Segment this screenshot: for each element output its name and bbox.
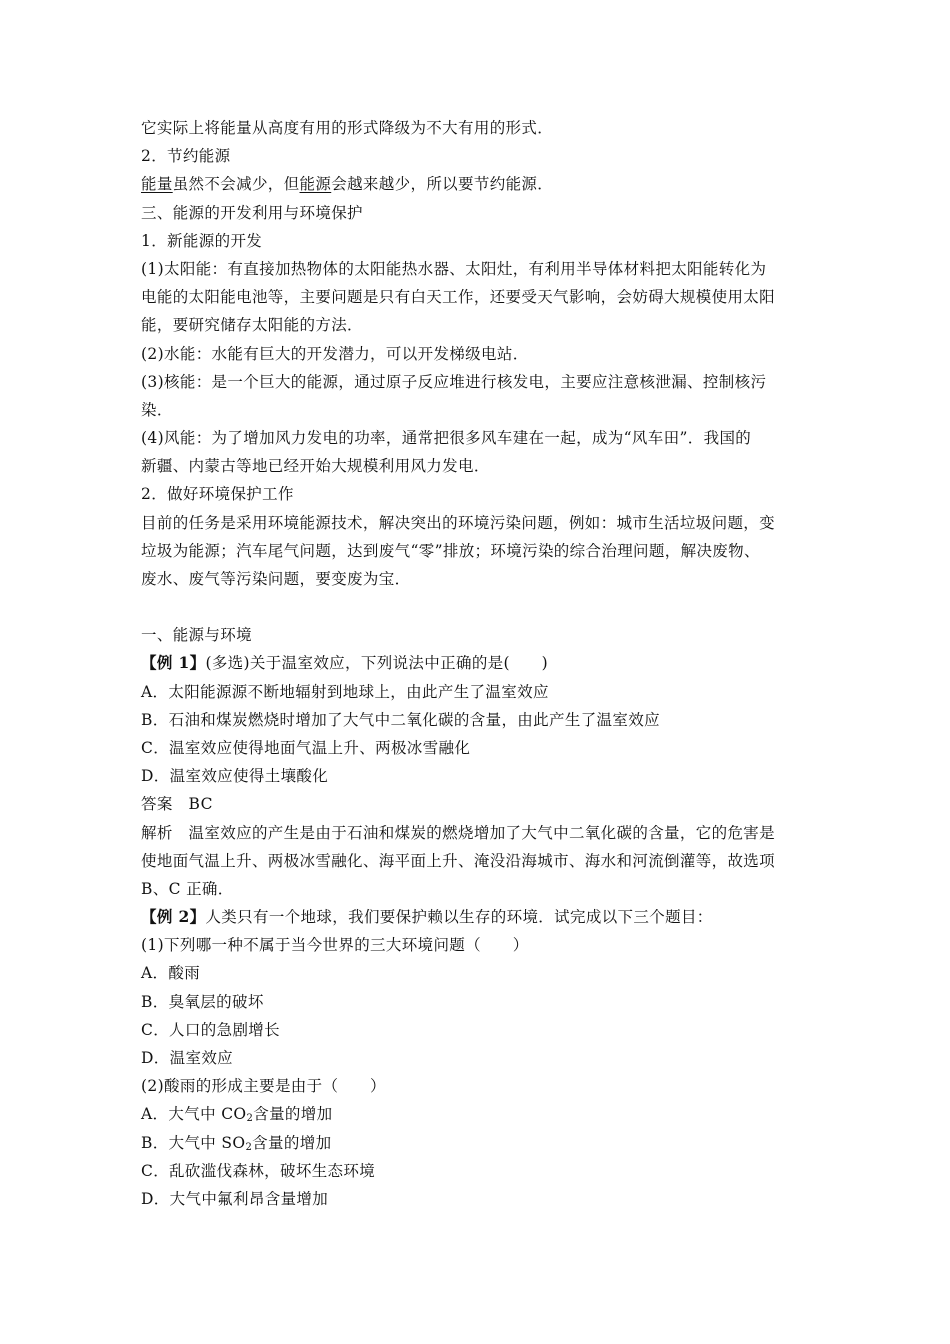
text-line: (1)太阳能：有直接加热物体的太阳能热水器、太阳灶，有利用半导体材料把太阳能转化为 <box>141 259 767 278</box>
text-line: 解析 温室效应的产生是由于石油和煤炭的燃烧增加了大气中二氧化碳的含量，它的危害是 <box>141 823 776 842</box>
subheading-new-energy: 1．新能源的开发 <box>141 231 263 250</box>
option-c: C．乱砍滥伐森林，破坏生态环境 <box>141 1161 376 1180</box>
paragraph-solar <box>141 255 821 340</box>
subheading-environment: 2．做好环境保护工作 <box>141 485 294 504</box>
text-line: 能，要研究储存太阳能的方法． <box>141 316 363 335</box>
paragraph-wind <box>141 424 821 480</box>
paragraph-environment <box>141 509 821 594</box>
option-a: A．酸雨 <box>141 964 201 983</box>
spacer <box>141 593 821 621</box>
text-line: 垃圾为能源；汽车尾气问题，达到废气“零”排放；环境污染的综合治理问题，解决废物、 <box>141 541 760 560</box>
example-1-question: 【例 1】(多选)关于温室效应，下列说法中正确的是( ) <box>141 653 549 673</box>
example-2-question: 【例 2】人类只有一个地球，我们要保护赖以生存的环境．试完成以下三个题目： <box>141 907 713 927</box>
text-line: 能量虽然不会减少，但能源会越来越少，所以要节约能源． <box>141 175 554 194</box>
option-d: D．温室效应 <box>141 1049 234 1067</box>
section-title: 一、能源与环境 <box>141 626 252 645</box>
option-d: D．大气中氟利昂含量增加 <box>141 1189 329 1208</box>
option-a: A．大气中 $CO_2$含量的增加 <box>141 1105 333 1125</box>
option-c: C．温室效应使得地面气温上升、两极冰雪融化 <box>141 738 471 757</box>
text-line: 染． <box>141 400 173 419</box>
text-line: (4)风能：为了增加风力发电的功率，通常把很多风车建在一起，成为“风车田”．我国的 <box>141 429 752 448</box>
option-a: A．太阳能源源不断地辐射到地球上，由此产生了温室效应 <box>141 682 549 701</box>
section-heading-energy-saving: 2．节约能源 <box>141 147 231 166</box>
text-line: 废水、废气等污染问题，要变废为宝． <box>141 570 411 588</box>
text-line: 它实际上将能量从高度有用的形式降级为不大有用的形式． <box>141 119 554 137</box>
section-heading-development: 三、能源的开发利用与环境保护 <box>141 203 363 222</box>
text-line: 电能的太阳能电池等，主要问题是只有白天工作，还要受天气影响，会妨碍大规模使用太阳 <box>141 288 776 307</box>
text-line: B、C 正确． <box>141 879 234 898</box>
text-line: 目前的任务是采用环境能源技术，解决突出的环境污染问题，例如：城市生活垃圾问题，变 <box>141 513 776 532</box>
option-b: B．臭氧层的破坏 <box>141 992 264 1011</box>
option-b: B．大气中 $SO_2$含量的增加 <box>141 1133 332 1153</box>
text-line: 使地面气温上升、两极冰雪融化、海平面上升、淹没沿海城市、海水和河流倒灌等，故选项 <box>141 851 776 870</box>
answer: 答案 BC <box>141 795 213 814</box>
option-c: C．人口的急剧增长 <box>141 1020 281 1039</box>
option-d: D．温室效应使得土壤酸化 <box>141 767 329 786</box>
text-line: (3)核能：是一个巨大的能源，通过原子反应堆进行核发电，主要应注意核泄漏、控制核污 <box>141 372 767 391</box>
example-tag: 【例 1】 <box>141 653 206 673</box>
example-tag: 【例 2】 <box>141 907 206 927</box>
paragraph-water: (2)水能：水能有巨大的开发潜力，可以开发梯级电站． <box>141 344 529 363</box>
option-b: B．石油和煤炭燃烧时增加了大气中二氧化碳的含量，由此产生了温室效应 <box>141 710 660 729</box>
paragraph-nuclear <box>141 368 821 424</box>
text-line: 新疆、内蒙古等地已经开始大规模利用风力发电． <box>141 457 490 476</box>
sub-question-2: (2)酸雨的形成主要是由于（ ） <box>141 1077 386 1096</box>
underlined-term-energy: 能量 <box>141 175 173 194</box>
analysis <box>141 819 821 904</box>
document-page <box>141 114 821 1213</box>
underlined-term-energy-source: 能源 <box>299 175 332 194</box>
sub-question-1: (1)下列哪一种不属于当今世界的三大环境问题（ ） <box>141 936 529 955</box>
